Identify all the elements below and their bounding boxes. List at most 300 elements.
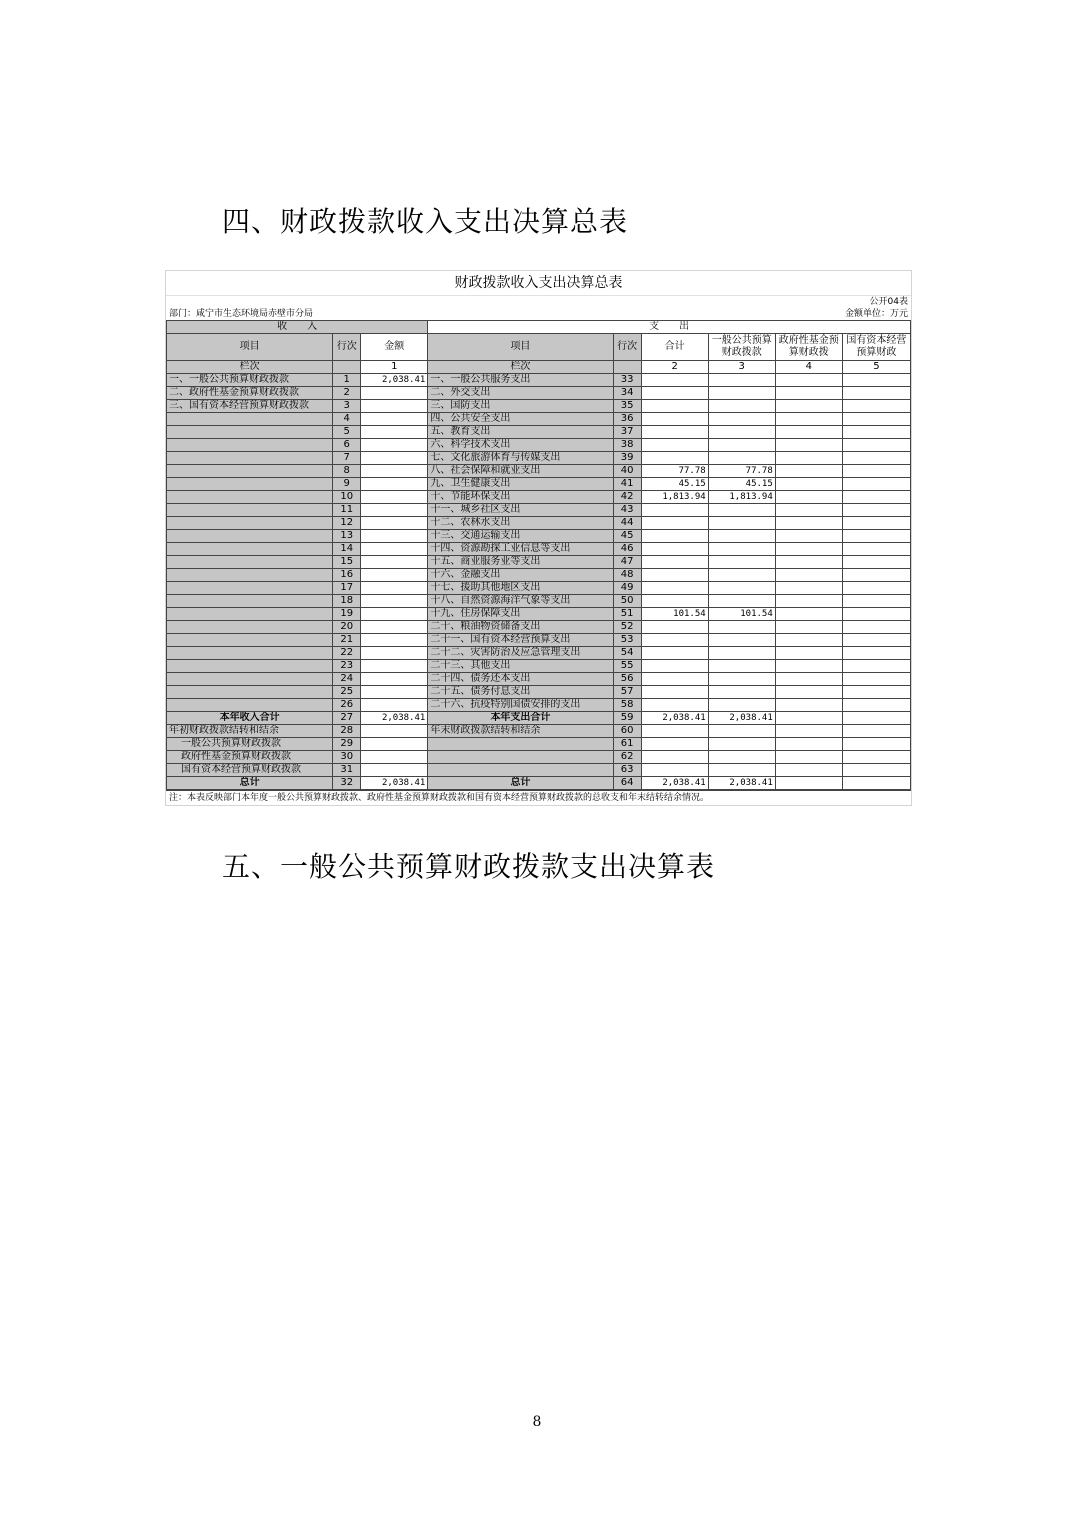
col-total: 合计 [641,334,708,361]
expense-general [708,686,775,699]
income-item [167,621,333,634]
expense-line: 56 [613,673,641,686]
income-amount [361,504,428,517]
expense-line: 50 [613,595,641,608]
income-line: 11 [333,504,361,517]
income-item [167,413,333,426]
expense-general [708,582,775,595]
expense-line: 37 [613,426,641,439]
grand-total-label: 总计 [167,777,333,790]
index-4: 4 [775,361,842,374]
expense-state-capital [842,400,910,413]
expense-gov-fund [775,504,842,517]
expense-gov-fund [775,556,842,569]
expense-state-capital [842,608,910,621]
expense-item: 二十四、债务还本支出 [428,673,613,686]
expense-state-capital [842,686,910,699]
income-item [167,543,333,556]
expense-general [708,699,775,712]
grand-total-label-2: 总计 [428,777,613,790]
income-amount [361,686,428,699]
income-amount [361,491,428,504]
expense-general: 1,813.94 [708,491,775,504]
expense-gov-fund [775,569,842,582]
income-amount [361,647,428,660]
expense-total [641,387,708,400]
income-line: 24 [333,673,361,686]
col-general: 一般公共预算财政拨款 [708,334,775,361]
expense-item: 十九、住房保障支出 [428,608,613,621]
expense-item: 十五、商业服务业等支出 [428,556,613,569]
income-line: 8 [333,465,361,478]
expense-general [708,647,775,660]
expense-total [641,374,708,387]
expense-state-capital [842,595,910,608]
table-row [167,699,911,712]
income-item [167,426,333,439]
expense-item: 三、国防支出 [428,400,613,413]
expense-line: 43 [613,504,641,517]
income-line: 15 [333,556,361,569]
grand-total-line-2: 64 [613,777,641,790]
expense-general [708,504,775,517]
expense-line: 54 [613,647,641,660]
expense-line: 46 [613,543,641,556]
carry-sub-value [708,764,775,777]
expense-line: 51 [613,608,641,621]
expense-item: 五、教育支出 [428,426,613,439]
carry-end-value [708,725,775,738]
expense-gov-fund [775,608,842,621]
expense-state-capital [842,634,910,647]
table-row [167,647,911,660]
expense-gov-fund [775,517,842,530]
expense-total [641,699,708,712]
table-row [167,543,911,556]
income-amount [361,569,428,582]
expense-line: 45 [613,530,641,543]
income-amount [361,660,428,673]
expense-total [641,517,708,530]
expense-item: 二、外交支出 [428,387,613,400]
income-item [167,517,333,530]
expense-total: 1,813.94 [641,491,708,504]
expense-line: 39 [613,452,641,465]
carry-begin-label: 年初财政拨款结转和结余 [167,725,333,738]
expense-state-capital [842,426,910,439]
expense-general: 45.15 [708,478,775,491]
table-row [167,387,911,400]
grand-total-row [167,777,911,790]
income-line: 22 [333,647,361,660]
expense-item: 八、社会保障和就业支出 [428,465,613,478]
carry-end-value [641,725,708,738]
income-line: 26 [333,699,361,712]
col-line2: 行次 [613,334,641,361]
expense-state-capital [842,374,910,387]
carry-sub-value [775,751,842,764]
income-line: 13 [333,530,361,543]
income-item [167,504,333,517]
expense-general [708,439,775,452]
expense-gov-fund [775,491,842,504]
expense-item: 二十五、债务付息支出 [428,686,613,699]
index-1: 1 [361,361,428,374]
column-index-row [167,361,911,374]
expense-line: 35 [613,400,641,413]
income-line: 25 [333,686,361,699]
expense-total [641,582,708,595]
expense-line: 38 [613,439,641,452]
carry-sub-value [775,764,842,777]
col-item2: 项目 [428,334,613,361]
income-line: 20 [333,621,361,634]
income-line: 6 [333,439,361,452]
expense-gov-fund [775,634,842,647]
carry-sub-value [641,738,708,751]
expense-header: 支 出 [428,321,911,334]
table-row [167,686,911,699]
carry-sub-line: 31 [333,764,361,777]
income-item [167,686,333,699]
expense-item: 一、一般公共服务支出 [428,374,613,387]
income-line: 7 [333,452,361,465]
income-amount: 2,038.41 [361,374,428,387]
expense-total [641,673,708,686]
income-amount [361,452,428,465]
table-row [167,582,911,595]
income-line: 12 [333,517,361,530]
expense-total [641,413,708,426]
expense-state-capital [842,660,910,673]
expense-total-general: 2,038.41 [708,712,775,725]
income-item [167,491,333,504]
carry-sub-line2: 62 [613,751,641,764]
col-state-capital: 国有资本经营预算财政 [842,334,910,361]
expense-gov-fund [775,439,842,452]
col-amount: 金额 [361,334,428,361]
carry-sub-label: 一般公共预算财政拨款 [167,738,333,751]
expense-total-state-capital [842,712,910,725]
income-total-amount: 2,038.41 [361,712,428,725]
expense-total [641,439,708,452]
expense-state-capital [842,439,910,452]
income-item [167,673,333,686]
expense-state-capital [842,699,910,712]
grand-total-gov-fund [775,777,842,790]
income-item [167,569,333,582]
expense-general [708,517,775,530]
col-item: 项目 [167,334,333,361]
table-row [167,439,911,452]
income-item: 三、国有资本经营预算财政拨款 [167,400,333,413]
income-line: 23 [333,660,361,673]
income-amount [361,595,428,608]
expense-item: 二十六、抗疫特别国债安排的支出 [428,699,613,712]
expense-total [641,530,708,543]
expense-gov-fund [775,582,842,595]
grand-total-general: 2,038.41 [708,777,775,790]
income-item [167,439,333,452]
expense-total [641,634,708,647]
expense-gov-fund [775,647,842,660]
income-item [167,699,333,712]
expense-general [708,595,775,608]
table-row [167,413,911,426]
table-row [167,374,911,387]
expense-general [708,387,775,400]
expense-item: 十一、城乡社区支出 [428,504,613,517]
table-row [167,400,911,413]
expense-total [641,504,708,517]
expense-state-capital [842,465,910,478]
expense-gov-fund [775,452,842,465]
expense-item: 二十二、灾害防治及应急管理支出 [428,647,613,660]
expense-total [641,569,708,582]
expense-general [708,426,775,439]
income-amount [361,387,428,400]
expense-total [641,660,708,673]
income-item: 一、一般公共预算财政拨款 [167,374,333,387]
expense-item: 四、公共安全支出 [428,413,613,426]
carry-begin-line: 28 [333,725,361,738]
income-item [167,608,333,621]
income-total-label: 本年收入合计 [167,712,333,725]
expense-gov-fund [775,387,842,400]
expense-line: 41 [613,478,641,491]
expense-line: 48 [613,569,641,582]
income-item [167,660,333,673]
expense-general [708,556,775,569]
expense-total-gov-fund [775,712,842,725]
income-line: 18 [333,595,361,608]
carry-sub-value [842,764,910,777]
carry-sub-value [641,751,708,764]
table-row [167,673,911,686]
expense-total-sum: 2,038.41 [641,712,708,725]
table-row [167,517,911,530]
expense-state-capital [842,556,910,569]
financial-summary-sheet [165,270,912,806]
expense-line: 55 [613,660,641,673]
expense-line: 36 [613,413,641,426]
income-amount [361,426,428,439]
budget-table [166,320,911,790]
index-blank [333,361,361,374]
expense-line: 34 [613,387,641,400]
col-gov-fund: 政府性基金预算财政拨 [775,334,842,361]
income-item [167,452,333,465]
expense-gov-fund [775,426,842,439]
expense-item: 十七、援助其他地区支出 [428,582,613,595]
expense-item: 九、卫生健康支出 [428,478,613,491]
expense-gov-fund [775,673,842,686]
expense-gov-fund [775,543,842,556]
expense-total [641,400,708,413]
expense-state-capital [842,543,910,556]
table-row [167,556,911,569]
carry-over-row [167,725,911,738]
expense-general [708,660,775,673]
expense-total [641,686,708,699]
income-line: 14 [333,543,361,556]
expense-item: 十三、交通运输支出 [428,530,613,543]
department-unit-row [166,308,911,320]
expense-general [708,452,775,465]
income-amount [361,673,428,686]
expense-state-capital [842,647,910,660]
expense-general [708,673,775,686]
expense-gov-fund [775,660,842,673]
income-line: 1 [333,374,361,387]
carry-sub-blank [428,738,613,751]
index-blank-2 [613,361,641,374]
expense-total: 101.54 [641,608,708,621]
table-note: 注：本表反映部门本年度一般公共预算财政拨款、政府性基金预算财政拨款和国有资本经营预算财政拨款的总收支和年末结转结余情况。 [166,790,911,805]
income-line: 3 [333,400,361,413]
annual-total-row [167,712,911,725]
carry-sub-label: 政府性基金预算财政拨款 [167,751,333,764]
income-amount [361,465,428,478]
carry-end-value [842,725,910,738]
income-line: 10 [333,491,361,504]
expense-gov-fund [775,374,842,387]
table-row [167,660,911,673]
index-3: 3 [708,361,775,374]
index-label-2: 栏次 [428,361,613,374]
page-number: 8 [532,1414,542,1430]
expense-item: 十六、金融支出 [428,569,613,582]
col-line: 行次 [333,334,361,361]
expense-line: 52 [613,621,641,634]
expense-general [708,413,775,426]
expense-general [708,569,775,582]
expense-general [708,621,775,634]
expense-total [641,595,708,608]
income-amount [361,478,428,491]
table-row [167,608,911,621]
expense-state-capital [842,569,910,582]
income-amount [361,400,428,413]
carry-sub-value [708,738,775,751]
expense-state-capital [842,621,910,634]
expense-general [708,530,775,543]
expense-total [641,647,708,660]
carry-sub-row [167,751,911,764]
carry-sub-row [167,764,911,777]
department-label: 部门：咸宁市生态环境局赤壁市分局 [169,309,314,319]
expense-total [641,556,708,569]
expense-state-capital [842,478,910,491]
carry-sub-line: 30 [333,751,361,764]
income-line: 17 [333,582,361,595]
expense-total [641,426,708,439]
table-row [167,452,911,465]
income-item [167,582,333,595]
form-number-row [166,296,911,308]
expense-item: 十、节能环保支出 [428,491,613,504]
expense-line: 49 [613,582,641,595]
expense-item: 六、科学技术支出 [428,439,613,452]
expense-line: 53 [613,634,641,647]
carry-sub-row [167,738,911,751]
expense-state-capital [842,673,910,686]
expense-gov-fund [775,413,842,426]
expense-gov-fund [775,699,842,712]
carry-sub-amount [361,751,428,764]
expense-item: 二十、粮油物资储备支出 [428,621,613,634]
table-row [167,504,911,517]
expense-general [708,374,775,387]
grand-total-sum: 2,038.41 [641,777,708,790]
expense-line: 44 [613,517,641,530]
income-amount [361,543,428,556]
expense-gov-fund [775,530,842,543]
income-total-line: 27 [333,712,361,725]
section-header-row [167,321,911,334]
income-item [167,595,333,608]
income-amount [361,582,428,595]
table-row [167,478,911,491]
income-line: 21 [333,634,361,647]
section-heading-5: 五、一般公共预算财政拨款支出决算表 [222,850,716,883]
expense-state-capital [842,504,910,517]
table-row [167,465,911,478]
expense-item: 二十一、国有资本经营预算支出 [428,634,613,647]
expense-general [708,400,775,413]
carry-sub-blank [428,764,613,777]
expense-state-capital [842,387,910,400]
income-item [167,556,333,569]
grand-total-amount: 2,038.41 [361,777,428,790]
expense-line: 58 [613,699,641,712]
income-item [167,634,333,647]
expense-state-capital [842,413,910,426]
income-amount [361,517,428,530]
carry-sub-line: 29 [333,738,361,751]
income-item: 二、政府性基金预算财政拨款 [167,387,333,400]
carry-sub-line2: 63 [613,764,641,777]
form-number: 公开04表 [869,297,908,307]
expense-gov-fund [775,686,842,699]
index-label: 栏次 [167,361,333,374]
income-line: 9 [333,478,361,491]
expense-gov-fund [775,595,842,608]
expense-line: 42 [613,491,641,504]
expense-state-capital [842,452,910,465]
income-line: 19 [333,608,361,621]
index-5: 5 [842,361,910,374]
table-row [167,634,911,647]
expense-state-capital [842,491,910,504]
expense-line: 33 [613,374,641,387]
expense-item: 七、文化旅游体育与传媒支出 [428,452,613,465]
expense-total [641,621,708,634]
income-header: 收 入 [167,321,428,334]
carry-sub-value [641,764,708,777]
income-item [167,478,333,491]
carry-begin-amount [361,725,428,738]
income-line: 2 [333,387,361,400]
table-row [167,491,911,504]
expense-gov-fund [775,478,842,491]
income-line: 16 [333,569,361,582]
carry-sub-amount [361,764,428,777]
column-header-row [167,334,911,361]
table-row [167,595,911,608]
section-heading-4: 四、财政拨款收入支出决算总表 [222,205,629,238]
carry-sub-value [842,738,910,751]
